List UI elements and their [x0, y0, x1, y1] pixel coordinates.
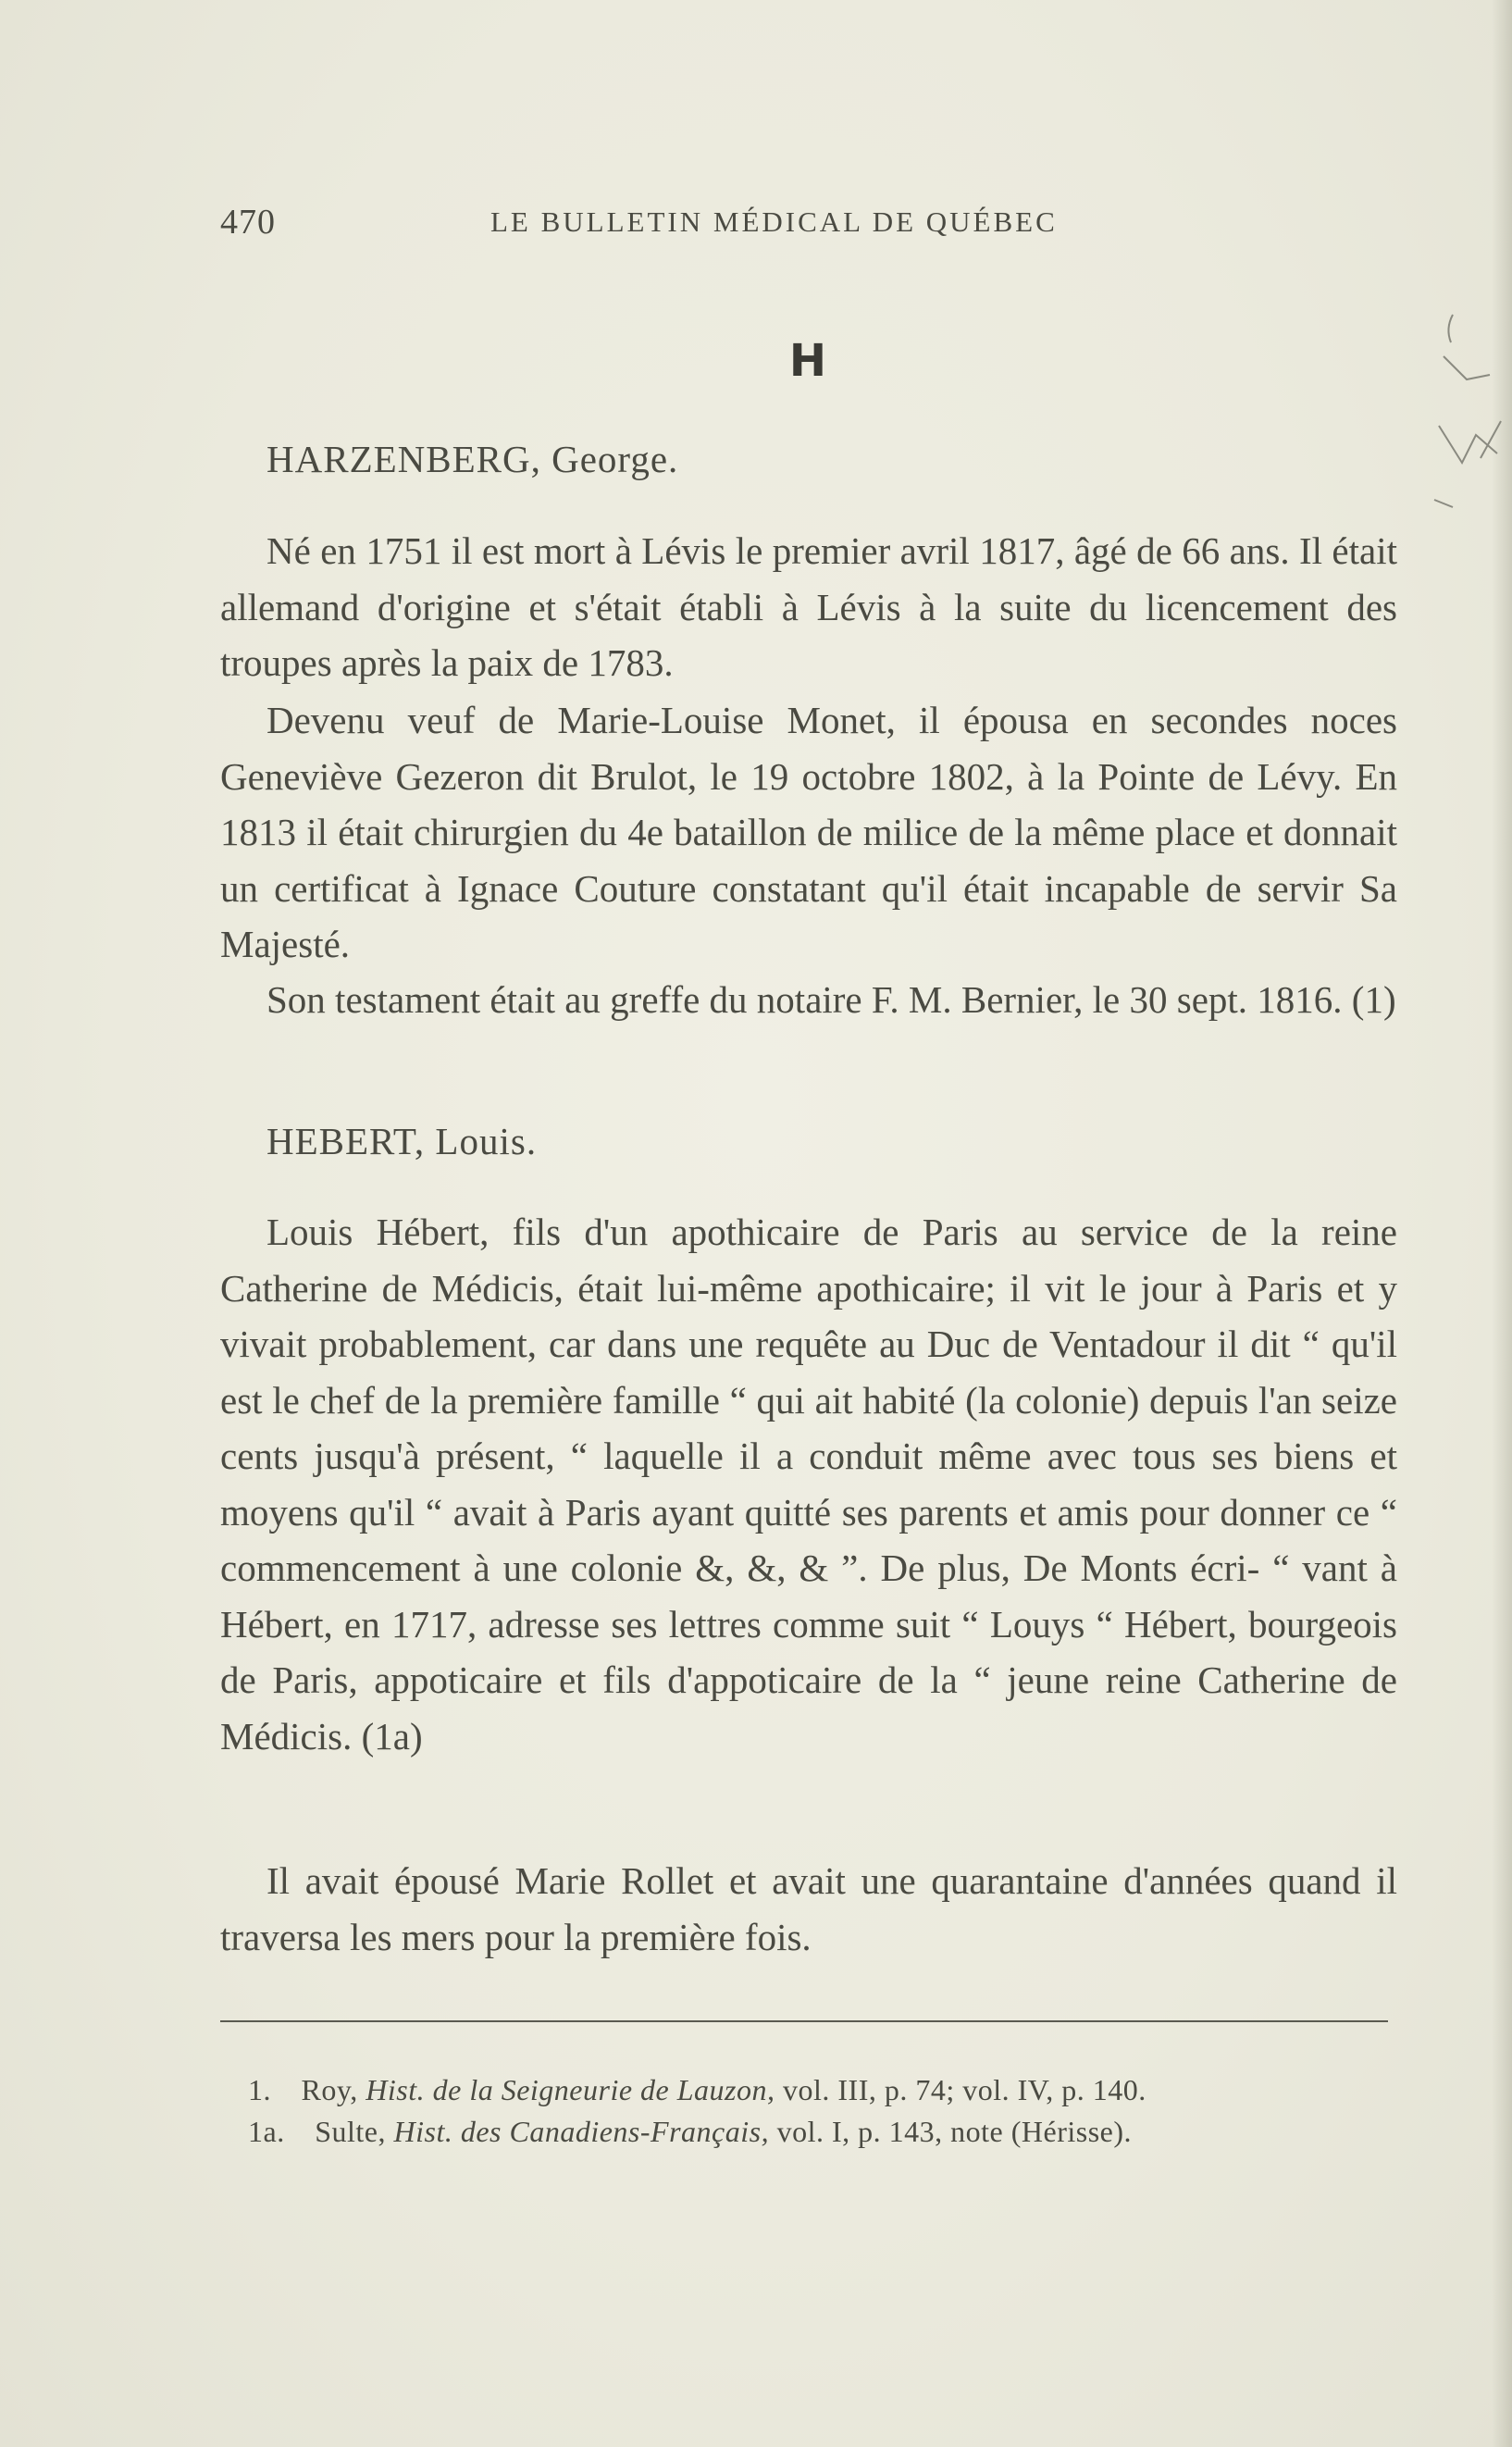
footnote-details: vol. III, p. 74; vol. IV, p. 140. [783, 2073, 1146, 2106]
footnote [248, 2073, 1146, 2107]
page-number: 470 [220, 203, 276, 242]
footnote-divider [220, 2020, 1388, 2022]
paragraph: Louis Hébert, fils d'un apothicaire de Paris au service de la reine Catherine de Médicis, était lui-même apothicaire; il vit le jour à Paris et y vivait probablement, car dans une requête au Duc de Ventadour il dit “ qu'il est le chef de la première famille “ qui ait habité (la colonie) depuis l'an seize cents jusqu'à présent, “ laquelle il a conduit même avec tous ses biens et moyens qu'il “ avait à Paris ayant quitté ses parents et amis pour donner ce “ commencement à une colonie &, &, & ”. De plus, De Monts écri- “ vant à Hébert, en 1717, adresse ses lettres comme suit “ Louys “ Hébert, bourgeois de Paris, appoticaire et fils d'appoticaire de la “ jeune reine Catherine de Médicis. (1a) [220, 1211, 1397, 1758]
paragraph: Son testament était au greffe du notaire F. M. Bernier, le 30 sept. 1816. (1) [266, 978, 1396, 1021]
entry-heading-harzenberg: HARZENBERG, George. [266, 438, 679, 480]
section-letter: H [788, 335, 829, 387]
footnote-author: Roy, [301, 2073, 358, 2106]
footnote-details: vol. I, p. 143, note (Hérisse). [776, 2115, 1132, 2148]
footnote-number: 1. [248, 2073, 271, 2106]
footnote [248, 2115, 1132, 2149]
paragraph: Devenu veuf de Marie-Louise Monet, il épousa en secondes noces Geneviève Gezeron dit Brulot, le 19 octobre 1802, à la Pointe de Lévy. En 1813 il était chirurgien du 4e bataillon de milice de la même place et donnait un certificat à Ignace Couture constatant qu'il était incapable de servir Sa Majesté. [220, 699, 1397, 965]
paragraph: Il avait épousé Marie Rollet et avait une quarantaine d'années quand il traversa les mers pour la première fois. [220, 1859, 1397, 1958]
entry-heading-hebert: HEBERT, Louis. [266, 1120, 538, 1162]
running-head [220, 202, 1397, 248]
footnote-work: Hist. des Canadiens-Français, [393, 2115, 770, 2148]
journal-title: LE BULLETIN MÉDICAL DE QUÉBEC [490, 205, 1058, 238]
footnote-work: Hist. de la Seigneurie de Lauzon, [366, 2073, 775, 2106]
footnote-author: Sulte, [315, 2115, 386, 2148]
paragraph: Né en 1751 il est mort à Lévis le premier avril 1817, âgé de 66 ans. Il était allemand d'origine et s'était établi à Lévis à la suite du licencement des troupes après la paix de 1783. [220, 529, 1397, 684]
footnote-number: 1a. [248, 2115, 285, 2148]
margin-pencil-mark [1425, 305, 1508, 518]
